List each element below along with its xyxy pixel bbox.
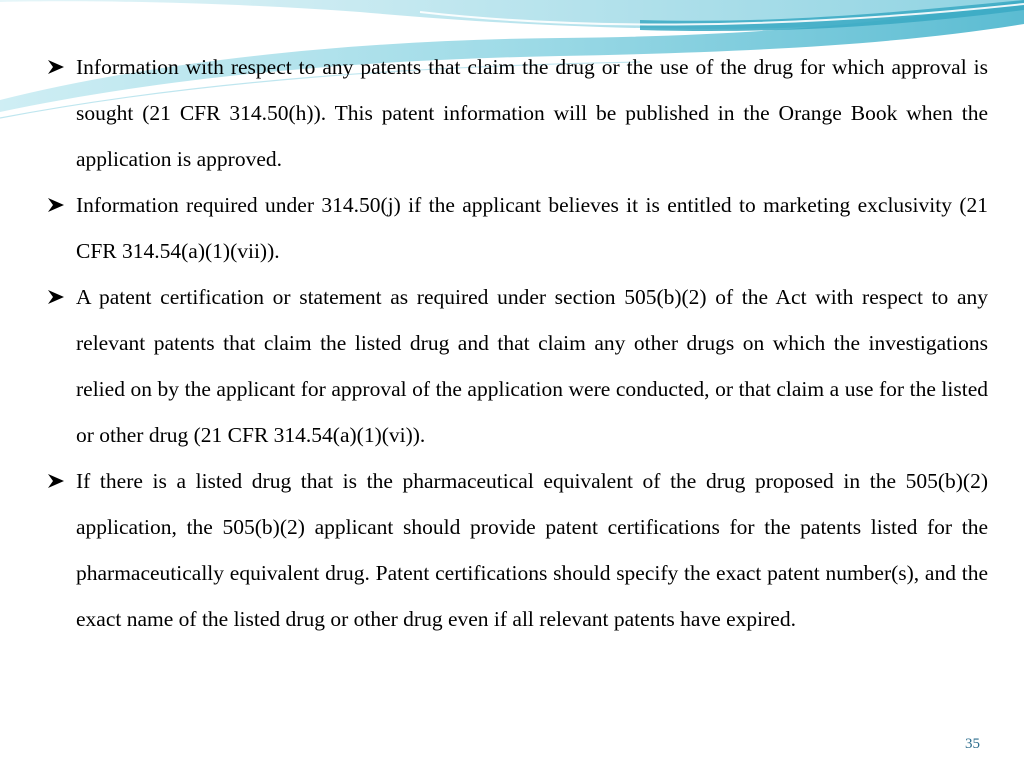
content-area (44, 44, 988, 642)
bullet-item (44, 274, 988, 458)
bullet-text: Information required under 314.50(j) if the applicant believes it is entitled to marketing exclusivity (21 CFR 314.54(a)(1)(vii)). (76, 193, 988, 263)
bullet-item (44, 458, 988, 642)
arrowhead-bullet-icon (46, 44, 68, 90)
bullet-item (44, 44, 988, 182)
bullet-text: If there is a listed drug that is the pharmaceutical equivalent of the drug proposed in the 505(b)(2) application, the 505(b)(2) applicant should provide patent certifications for the patents listed for the pharmaceutically equivalent drug. Patent certifications should specify the exact patent number(s), and the exact name of the listed drug or other drug even if all relevant patents have expired. (76, 469, 988, 631)
arrowhead-bullet-icon (46, 458, 68, 504)
arrowhead-bullet-icon (46, 182, 68, 228)
bullet-text: Information with respect to any patents that claim the drug or the use of the drug for which approval is sought (21 CFR 314.50(h)). This patent information will be published in the Orange Book when the application is approved. (76, 55, 988, 171)
bullet-list (44, 44, 988, 642)
arrowhead-bullet-icon (46, 274, 68, 320)
bullet-item (44, 182, 988, 274)
page-number: 35 (965, 736, 980, 752)
bullet-text: A patent certification or statement as required under section 505(b)(2) of the Act with respect to any relevant patents that claim the listed drug and that claim any other drugs on which the investigations relied on by the applicant for approval of the application were conducted, or that claim a use for the listed or other drug (21 CFR 314.54(a)(1)(vi)). (76, 285, 988, 447)
